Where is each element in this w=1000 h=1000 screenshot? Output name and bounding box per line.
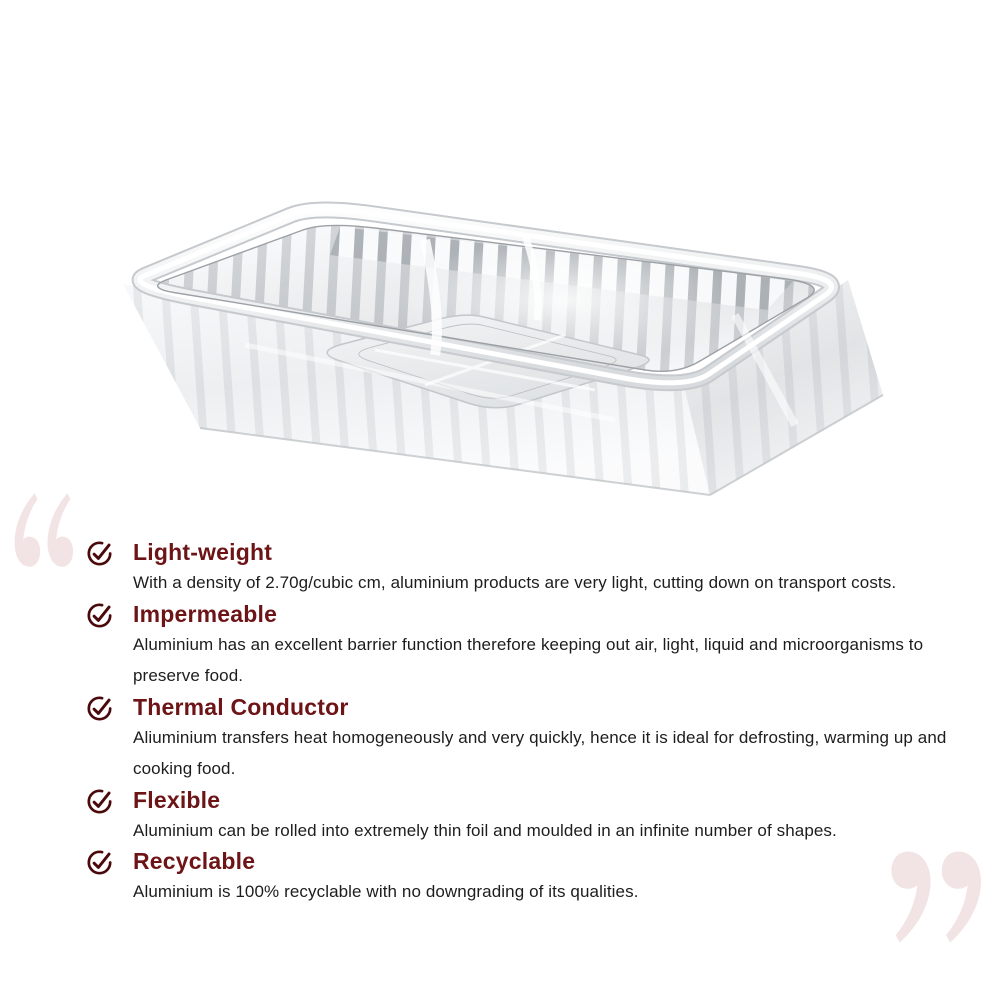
check-circle-icon <box>86 602 113 629</box>
feature-description: Aluminium has an excellent barrier function therefore keeping out air, light, liquid and microorganisms to preserve food. <box>133 634 924 685</box>
feature-title: Light-weight <box>133 539 273 565</box>
feature-title: Thermal Conductor <box>133 693 349 720</box>
feature-thermal-conductor <box>86 692 968 785</box>
feature-title: Recyclable <box>133 848 256 874</box>
feature-title: Flexible <box>133 786 221 813</box>
feature-description: Aluminium is 100% recyclable with no downgrading of its qualities. <box>133 882 639 901</box>
check-circle-icon <box>86 695 113 722</box>
feature-description: Aliuminium transfers heat homogeneously and very quickly, hence it is ideal for defrosting, warming up and cooking food. <box>133 727 947 778</box>
feature-light-weight <box>86 537 968 599</box>
feature-impermeable <box>86 599 968 692</box>
feature-title: Impermeable <box>133 600 278 627</box>
check-circle-icon <box>86 788 113 815</box>
aluminium-tray-image <box>95 145 905 545</box>
check-circle-icon <box>86 540 113 567</box>
feature-recyclable <box>86 846 968 908</box>
feature-flexible <box>86 785 968 847</box>
feature-list <box>86 537 968 908</box>
feature-description: With a density of 2.70g/cubic cm, aluminium products are very light, cutting down on transport costs. <box>133 573 897 592</box>
opening-double-quote <box>10 492 74 568</box>
feature-description: Aluminium can be rolled into extremely thin foil and moulded in an infinite number of shapes. <box>133 820 837 840</box>
check-circle-icon <box>86 849 113 876</box>
